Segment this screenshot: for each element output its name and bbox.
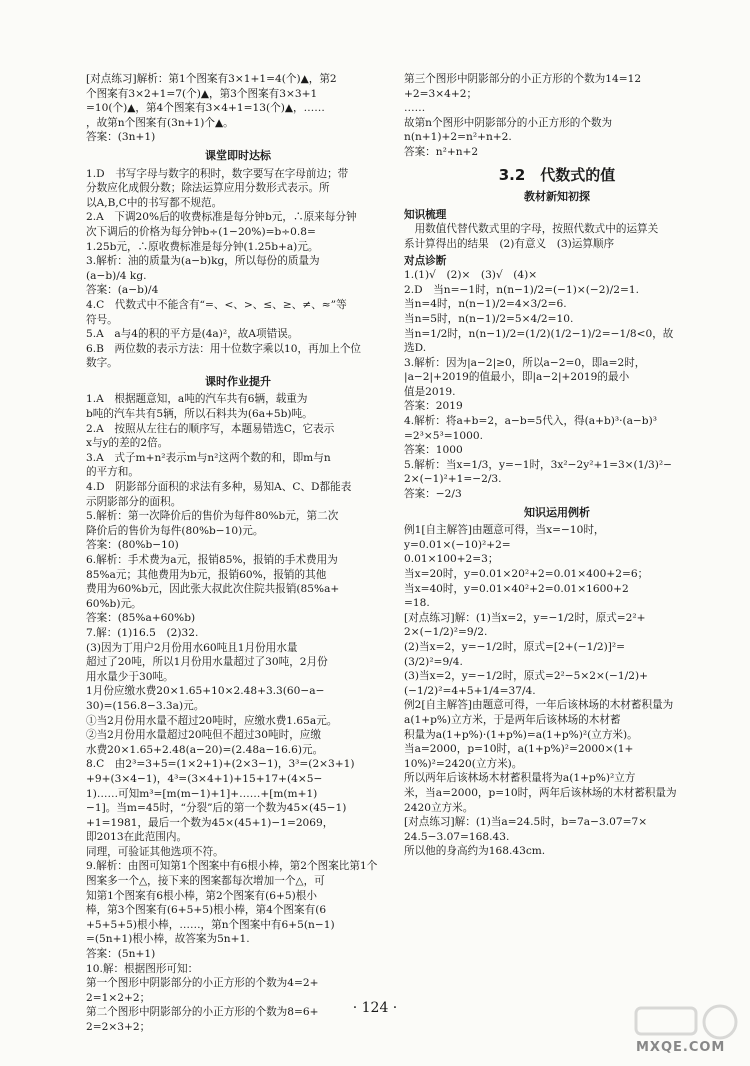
text-line: (a−b)/4 kg. [86,269,147,282]
text-line: 4.解析：将a+b=2，a−b=5代入，得(a+b)³·(a−b)³ [404,415,657,428]
text-line: 值是2019. [404,385,456,398]
text-line: 当x=20时，y=0.01×20²+2=0.01×400+2=6； [404,568,649,580]
text-line: [对点练习]解：(1)当x=2，y=−1/2时，原式=2²+ [404,611,646,624]
text-line: =18. [404,597,430,610]
text-line: 同理，可验证其他选项不符。 [86,845,224,858]
text-line: ，故第n个图案有(3n+1)个▲。 [86,116,234,129]
text-line: 60%b)元。 [86,597,142,610]
text-line: 积量为a(1+p%)·(1+p%)=a(1+p%)²(立方米)。 [404,728,638,741]
text-line: n(n+1)+2=n²+n+2. [404,131,512,144]
text-line: 答案：1000 [404,444,463,457]
text-line: 例2[自主解答]由题意可得，一年后该林场的木材蓄积量为 [404,699,674,712]
text-line: 5.解析：第一次降价后的售价为每件80%b元，第二次 [86,510,339,523]
text-line: 30)=(156.8−3.3a)元。 [86,699,205,712]
text-line: (3)当x=2，y=−1/2时，原式=2²−5×2×(−1/2)+ [404,670,648,683]
text-line: 答案：−2/3 [404,488,462,501]
text-line: 当n=5时，n(n−1)/2=5×4/2=10. [404,312,574,325]
text-line: 2=2×3+2； [86,1021,151,1033]
text-line: 3.A 式子m+n²表示m与n²这两个数的和，即m与n [86,451,331,464]
text-line: 答案：(3n+1) [86,131,156,144]
text-line: 1.D 书写字母与数字的积时，数字要写在字母前边；带 [86,167,349,180]
text-line: 答案：(5n+1) [86,948,156,961]
text-line: +1=1981，最后一个数为45×(45+1)−1=2069， [86,816,334,829]
subsection-heading: 课时作业提升 [205,374,271,388]
subsection-heading: 课堂即时达标 [205,148,271,162]
left-column [86,72,390,1035]
text-line: 的平方和。 [86,466,139,479]
text-line: 10%)²=2420(立方米)。 [404,757,523,770]
subsection-heading: 知识运用例析 [524,505,590,519]
text-line: +2=3×4+2； [404,87,478,100]
text-line: 答案：(80%b−10) [86,539,179,552]
text-line: 以A,B,C中的书写都不规范。 [86,196,223,209]
text-line: 图案多一个△，接下来的图案都每次增加一个△，可 [86,875,325,888]
text-line: 分数应化成假分数；除法运算应用分数形式表示。所 [86,182,330,195]
text-line: 2.A 下调20%后的收费标准是每分钟b元，∴原来每分钟 [86,211,357,224]
text-line: 2×(−1/2)²=9/2. [404,626,488,639]
text-line: 当x=40时，y=0.01×40²+2=0.01×1600+2 [404,582,629,595]
text-line: 3.解析：因为|a−2|≥0，所以a−2=0，即a=2时， [404,356,646,369]
text-line: 当n=4时，n(n−1)/2=4×3/2=6. [404,298,567,311]
text-line: 24.5−3.07=168.43. [404,830,510,843]
text-line: 用水量少于30吨。 [86,670,174,683]
text-line: 2.D 当n=−1时，n(n−1)/2=(−1)×(−2)/2=1. [404,283,639,296]
small-heading: 对点诊断 [404,254,447,267]
text-line: 个图案有3×2+1=7(个)▲，第3个图案有3×3+1 [86,87,318,100]
text-line: 1.(1)√ (2)× (3)√ (4)× [404,269,538,282]
text-line: 答案：(a−b)/4 [86,284,159,297]
text-line: =(5n+1)根小棒，故答案为5n+1. [86,933,250,946]
text-line: 故第n个图形中阴影部分的小正方形的个数为 [404,116,613,129]
text-line: 6.B 两位数的表示方法：用十位数字乘以10，再加上个位 [86,342,362,355]
text-line: 10.解：根据图形可知： [86,962,199,975]
text-line: 2.A 按照从左往右的顺序写，本题易错选C，它表示 [86,422,335,435]
right-bottom-block [404,190,710,859]
right-top-block [404,72,710,160]
text-line: 答案：n²+n+2 [404,145,479,158]
text-line: 0.01×100+2=3； [404,553,499,566]
text-line: 2×(−1)²+1=−2/3. [404,473,502,486]
text-line: 棒，第3个图案有(6+5+5)根小棒，第4个图案有(6 [86,904,327,917]
text-line: ①当2月份用水量不超过20吨时，应缴水费1.65a元。 [86,714,338,727]
text-line: 降价后的售价为每件(80%b−10)元。 [86,524,264,537]
text-line: 第三个图形中阴影部分的小正方形的个数为14=12 [404,73,642,85]
text-line: ②当2月份用水量超过20吨但不超过30吨时，应缴 [86,729,321,742]
text-line: 数字。 [86,357,118,370]
text-line: 第二个图形中阴影部分的小正方形的个数为8=6+ [86,1006,319,1019]
text-line: 5.A a与4的积的平方是(4a)²，故A项错误。 [86,328,299,341]
text-line: x与y的差的2倍。 [86,437,169,450]
text-line: [对点练习]解：(1)当a=24.5时，b=7a−3.07=7× [404,816,648,829]
text-line: +9+(3×4−1)，4³=(3×4+1)+15+17+(4×5− [86,772,323,785]
text-line: 85%a元；其他费用为b元，报销60%，报销的其他 [86,568,327,581]
text-line: +5+5+5)根小棒，……，第n个图案中有6+5(n−1) [86,918,335,931]
text-line: 7.解：(1)16.5 (2)32. [86,626,199,639]
text-line: 答案：(85%a+60%b) [86,612,196,625]
text-line: −1]。当m=45时，“分裂”后的第一个数为45×(45−1) [86,802,347,815]
text-line: 米，当a=2000，p=10时，两年后该林场的木材蓄积量为 [404,786,677,799]
text-line: 次下调后的价格为每分钟b÷(1−20%)=b÷0.8= [86,225,316,238]
text-line: 1月份应缴水费20×1.65+10×2.48+3.3(60−a− [86,685,325,698]
small-heading: 知识梳理 [404,208,447,221]
text-line: 示阴影部分的面积。 [86,495,182,508]
text-line: 用数值代替代数式里的字母，按照代数式中的运算关 [404,223,659,236]
text-line: 符号。 [86,313,118,326]
text-line: 选D. [404,342,427,355]
text-line: 2=1×2+2； [86,991,151,1004]
text-line: …… [404,102,426,115]
text-line: 答案：2019 [404,400,463,413]
text-line: 3.解析：油的质量为(a−b)kg，所以每份的质量为 [86,255,320,268]
text-line: [对点练习]解析：第1个图案有3×1+1=4(个)▲，第2 [86,73,337,85]
text-line: 2420立方米。 [404,801,474,814]
section-title: 3.2 代数式的值 [498,165,616,184]
text-line: 即2013在此范围内。 [86,831,188,844]
text-line: |a−2|+2019的值最小，即|a−2|+2019的最小 [404,371,630,384]
right-column [404,72,710,859]
text-line: (3)因为丁用户2月份用水60吨且1月份用水量 [86,641,298,654]
text-line: 费用为60%b元，因此张大叔此次住院共报销(85%a+ [86,583,340,596]
text-line: (−1/2)²=4+5+1/4=37/4. [404,684,536,697]
text-line: 4.C 代数式中不能含有“=、<、>、≤、≥、≠、≈”等 [86,298,347,311]
text-line: 8.C 由2³=3+5=(1×2+1)+(2×3−1)，3³=(2×3+1) [86,758,355,771]
text-line: 系计算得出的结果 (2)有意义 (3)运算顺序 [404,237,615,250]
text-line: 4.D 阴影部分面积的求法有多种，易知A、C、D都能表 [86,481,352,494]
text-line: 例1[自主解答]由题意可得，当x=−10时，y=0.01×(−10)²+2= [404,524,605,551]
text-line: =2³×5³=1000. [404,429,483,442]
text-line: b吨的汽车共有5辆，所以石料共为(6a+5b)吨。 [86,408,313,421]
text-line: 5.解析：当x=1/3，y=−1时，3x²−2y²+1=3×(1/3)²− [404,458,672,471]
text-line: 所以他的身高约为168.43cm. [404,845,546,858]
text-line: 所以两年后该林场木材蓄积量将为a(1+p%)²立方 [404,772,636,785]
text-line: 知第1个图案有6根小棒，第2个图案有(6+5)根小 [86,889,317,902]
subsection-heading: 教材新知初探 [524,190,590,204]
text-line: 第一个图形中阴影部分的小正方形的个数为4=2+ [86,977,319,990]
text-line: =10(个)▲，第4个图案有3×4+1=13(个)▲，…… [86,102,325,115]
watermark-text: MXQE.COM [636,1040,726,1055]
text-line: 当n=1/2时，n(n−1)/2=(1/2)(1/2−1)/2=−1/8<0，故 [404,327,674,340]
text-line: 1.A 根据题意知，a吨的汽车共有6辆，载重为 [86,393,308,406]
text-line: 1)……可知m³=[m(m−1)+1]+……+[m(m+1) [86,787,318,800]
text-line: 当a=2000，p=10时，a(1+p%)²=2000×(1+ [404,743,634,756]
text-line: (2)当x=2，y=−1/2时，原式=[2+(−1/2)]²= [404,640,626,653]
text-line: 水费20×1.65+2.48(a−20)=(2.48a−16.6)元。 [86,743,324,756]
page-number: · 124 · [352,1000,398,1016]
text-line: 9.解析：由图可知第1个图案中有6根小棒，第2个图案比第1个 [86,860,378,873]
text-line: 1.25b元，∴原收费标准是每分钟(1.25b+a)元。 [86,240,319,253]
text-line: 6.解析：手术费为a元，报销85%，报销的手术费用为 [86,554,338,566]
text-line: 超过了20吨，所以1月份用水量超过了30吨，2月份 [86,656,328,669]
text-line: (3/2)²=9/4. [404,655,463,668]
text-line: a(1+p%)立方米，于是两年后该林场的木材蓄 [404,713,621,726]
